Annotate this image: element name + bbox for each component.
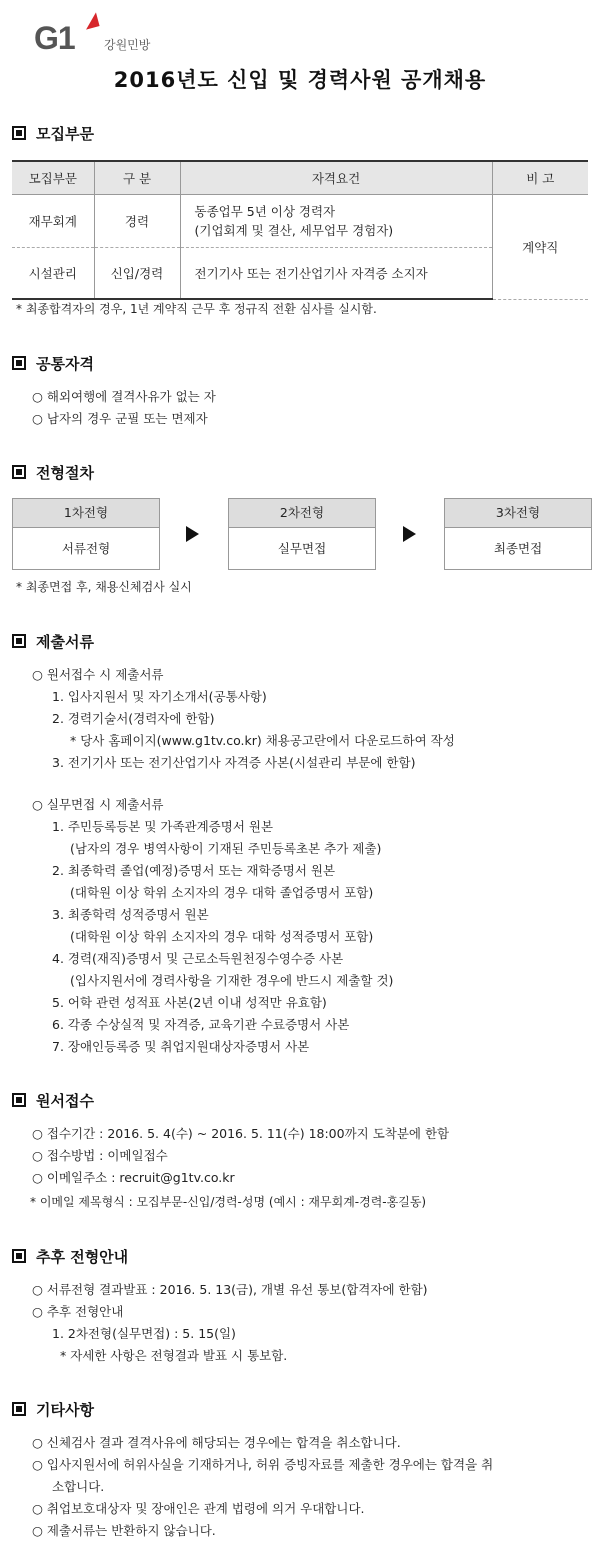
section-heading-followup: 추후 전형안내 [12,1246,128,1267]
list-item: 3. 전기기사 또는 전기산업기사 자격증 사본(시설관리 부문에 한함) [52,755,416,770]
list-item: ○ 남자의 경우 군필 또는 면제자 [32,411,208,426]
step-head: 2차전형 [229,499,375,528]
list-item: (남자의 경우 병역사항이 기재된 주민등록초본 추가 제출) [70,841,382,856]
arrow-right-icon [403,526,416,542]
list-item: (대학원 이상 학위 소지자의 경우 대학 성적증명서 포함) [70,929,374,944]
logo-brand: G1 [34,20,75,56]
step-body: 실무면접 [277,541,327,556]
list-item: 소합니다. [52,1479,105,1494]
table-cell-note: 계약직 [492,195,588,300]
list-item: 6. 각종 수상실적 및 자격증, 교육기관 수료증명서 사본 [52,1017,350,1032]
list-item: 5. 어학 관련 성적표 사본(2년 이내 성적만 유효함) [52,995,327,1010]
process-step-3 [444,498,592,570]
table-cell-type: 신입/경력 [94,248,180,300]
list-item: ○ 제출서류는 반환하지 않습니다. [32,1523,216,1538]
square-bullet-icon [12,126,26,140]
section-heading-documents: 제출서류 [12,631,94,652]
process-footnote: * 최종면접 후, 채용신체검사 실시 [16,580,192,594]
table-header: 자격요건 [180,161,492,195]
recruit-table [12,160,588,300]
logo-mark-icon [82,12,99,29]
square-bullet-icon [12,1249,26,1263]
process-step-2 [228,498,376,570]
list-item: ○ 해외여행에 결격사유가 없는 자 [32,389,216,404]
table-header: 모집부문 [12,161,94,195]
section-heading-process: 전형절차 [12,462,94,483]
list-item: ○ 입사지원서에 허위사실을 기재하거나, 허위 증빙자료를 제출한 경우에는 합격을 취 [32,1457,494,1472]
recruit-footnote: * 최종합격자의 경우, 1년 계약직 근무 후 정규직 전환 심사를 실시함. [16,302,377,316]
list-item: 1. 2차전형(실무면접) : 5. 15(일) [52,1326,236,1341]
list-item: * 자세한 사항은 전형결과 발표 시 통보함. [60,1348,288,1363]
list-item: ○ 이메일주소 : recruit@g1tv.co.kr [32,1170,235,1185]
list-item: ○ 추후 전형안내 [32,1304,124,1319]
page-title: 2016년도 신입 및 경력사원 공개채용 [113,68,487,92]
square-bullet-icon [12,465,26,479]
process-step-1 [12,498,160,570]
section-heading-apply: 원서접수 [12,1090,94,1111]
table-cell-type: 경력 [94,195,180,248]
table-header: 비 고 [492,161,588,195]
step-body: 서류전형 [61,541,111,556]
table-cell-requirement: 동종업무 5년 이상 경력자 (기업회계 및 결산, 세무업무 경험자) [180,195,492,248]
table-cell-dept: 시설관리 [12,248,94,300]
square-bullet-icon [12,1093,26,1107]
list-item: ○ 신체검사 결과 결격사유에 해당되는 경우에는 합격을 취소합니다. [32,1435,401,1450]
table-row [12,195,588,248]
arrow-right-icon [186,526,199,542]
list-item: 2. 경력기술서(경력자에 한함) [52,711,215,726]
square-bullet-icon [12,634,26,648]
list-item: ○ 접수기간 : 2016. 5. 4(수) ~ 2016. 5. 11(수) 18:00까지 도착분에 한함 [32,1126,450,1141]
section-heading-etc: 기타사항 [12,1399,94,1420]
company-logo [34,14,194,64]
section-heading-recruit: 모집부문 [12,123,94,144]
list-item: (입사지원서에 경력사항을 기재한 경우에 반드시 제출할 것) [70,973,394,988]
list-item: 1. 주민등록등본 및 가족관계증명서 원본 [52,819,274,834]
step-body: 최종면접 [493,541,543,556]
table-cell-requirement: 전기기사 또는 전기산업기사 자격증 소지자 [180,248,492,300]
list-item: 3. 최종학력 성적증명서 원본 [52,907,209,922]
list-item: 2. 최종학력 졸업(예정)증명서 또는 재학증명서 원본 [52,863,336,878]
apply-footnote: * 이메일 제목형식 : 모집부문-신입/경력-성명 (예시 : 재무회계-경력-홍길동) [30,1195,427,1209]
section-heading-qualify: 공통자격 [12,353,94,374]
square-bullet-icon [12,356,26,370]
list-item: * 당사 홈페이지(www.g1tv.co.kr) 채용공고란에서 다운로드하여 작성 [70,733,455,748]
table-cell-dept: 재무회계 [12,195,94,248]
step-head: 1차전형 [13,499,159,528]
table-header-row [12,161,588,195]
square-bullet-icon [12,1402,26,1416]
list-item: ○ 취업보호대상자 및 장애인은 관계 법령에 의거 우대합니다. [32,1501,365,1516]
list-item: ○ 서류전형 결과발표 : 2016. 5. 13(금), 개별 유선 통보(합격자에 한함) [32,1282,428,1297]
table-header: 구 분 [94,161,180,195]
list-item: 7. 장애인등록증 및 취업지원대상자증명서 사본 [52,1039,310,1054]
list-item: (대학원 이상 학위 소지자의 경우 대학 졸업증명서 포함) [70,885,374,900]
list-item: 1. 입사지원서 및 자기소개서(공통사항) [52,689,267,704]
list-item: ○ 실무면접 시 제출서류 [32,797,164,812]
logo-name: 강원민방 [104,38,151,52]
list-item: 4. 경력(재직)증명서 및 근로소득원천징수영수증 사본 [52,951,344,966]
list-item: ○ 원서접수 시 제출서류 [32,667,164,682]
step-head: 3차전형 [445,499,591,528]
list-item: ○ 접수방법 : 이메일접수 [32,1148,168,1163]
